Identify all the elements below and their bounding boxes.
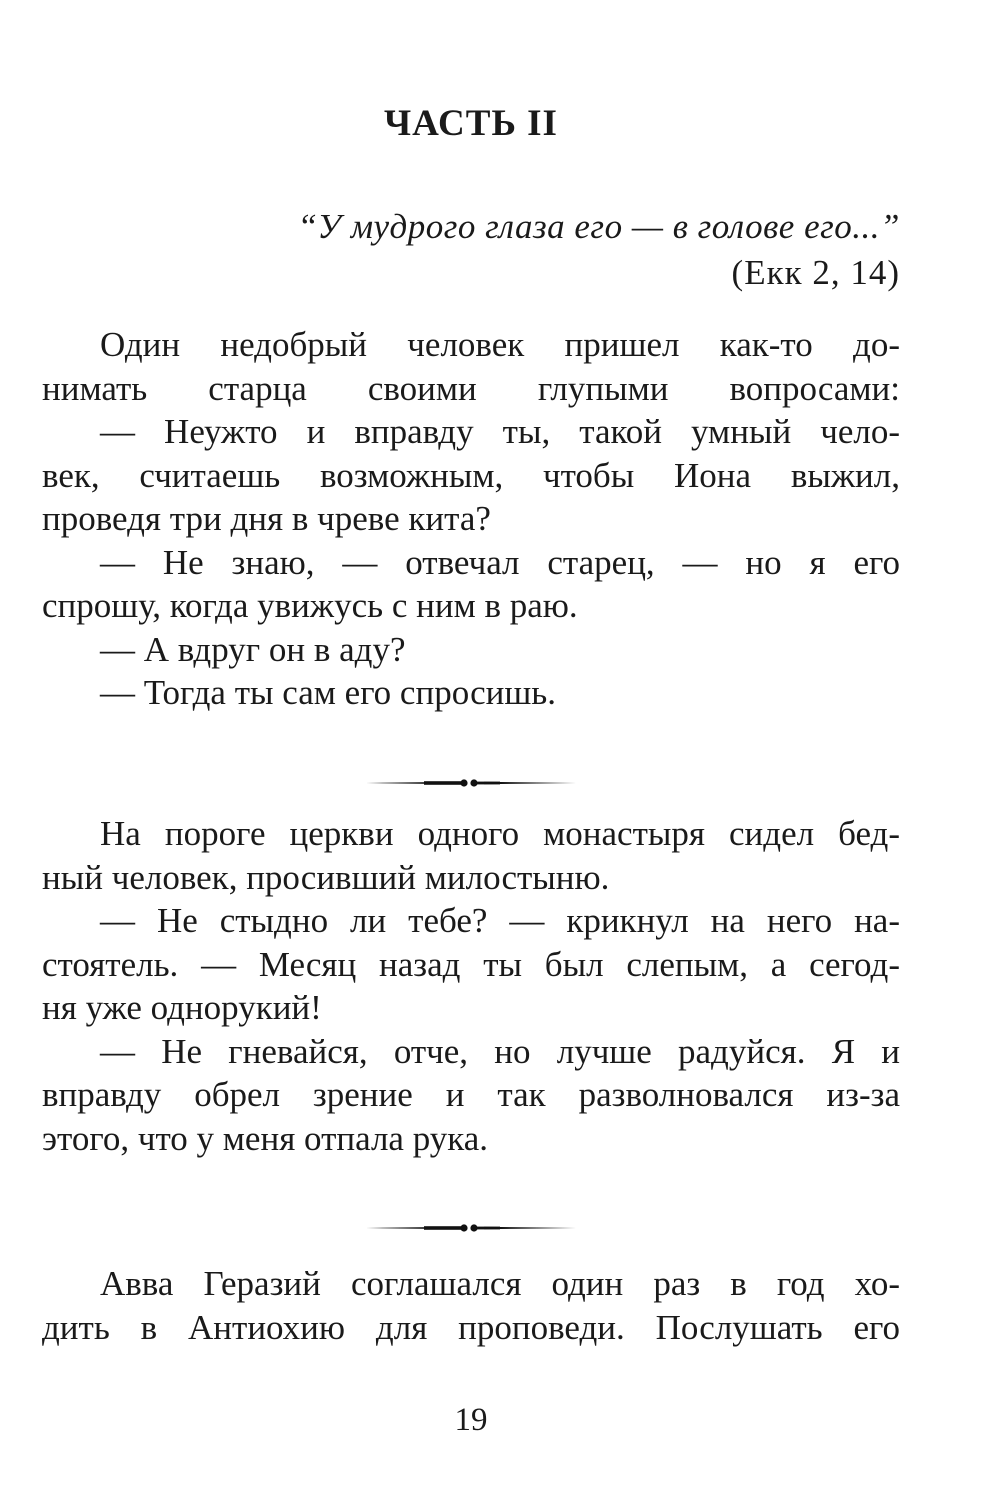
text-line: век, считаешь возможным, чтобы Иона выжил, bbox=[42, 455, 900, 495]
page-number: 19 bbox=[454, 1402, 488, 1438]
text-line: стоятель. — Месяц назад ты был слепым, а сегод- bbox=[42, 944, 900, 984]
text-line: этого, что у меня отпала рука. bbox=[42, 1118, 488, 1158]
text-line: вправду обрел зрение и так разволновался из-за bbox=[42, 1075, 900, 1114]
epigraph-quote: “У мудрого глаза его — в голове его...” bbox=[297, 207, 900, 246]
text-line: спрошу, когда увижусь с ним в раю. bbox=[42, 586, 578, 625]
text-line: ня уже однорукий! bbox=[42, 988, 322, 1027]
text-line: Один недобрый человек пришел как-то до- bbox=[100, 325, 900, 364]
text-line: — А вдруг он в аду? bbox=[100, 629, 406, 669]
ornament-divider bbox=[364, 1220, 578, 1236]
text-line: проведя три дня в чреве кита? bbox=[42, 499, 491, 538]
text-line: — Тогда ты сам его спросишь. bbox=[100, 673, 556, 712]
book-page bbox=[42, 0, 900, 1488]
text-line: — Не знаю, — отвечал старец, — но я его bbox=[100, 542, 900, 582]
text-line: дить в Антиохию для проповеди. Послушать его bbox=[42, 1307, 900, 1347]
text-line: ный человек, просивший милостыню. bbox=[42, 857, 610, 897]
text-line: На пороге церкви одного монастыря сидел бед- bbox=[100, 814, 900, 853]
epigraph bbox=[42, 204, 900, 296]
ornament-divider bbox=[364, 775, 578, 791]
text-section-3 bbox=[42, 1262, 900, 1349]
chapter-title: ЧАСТЬ II bbox=[384, 103, 558, 144]
text-line: нимать старца своими глупыми вопросами: bbox=[42, 368, 900, 408]
text-line: — Неужто и вправду ты, такой умный чело- bbox=[100, 412, 900, 451]
text-line: Авва Геразий соглашался один раз в год хо- bbox=[100, 1264, 900, 1303]
epigraph-reference: (Екк 2, 14) bbox=[731, 253, 900, 292]
text-line: — Не гневайся, отче, но лучше радуйся. Я и bbox=[100, 1031, 900, 1071]
text-section-1 bbox=[42, 323, 900, 715]
text-section-2 bbox=[42, 812, 900, 1160]
text-line: — Не стыдно ли тебе? — крикнул на него на- bbox=[100, 901, 900, 940]
